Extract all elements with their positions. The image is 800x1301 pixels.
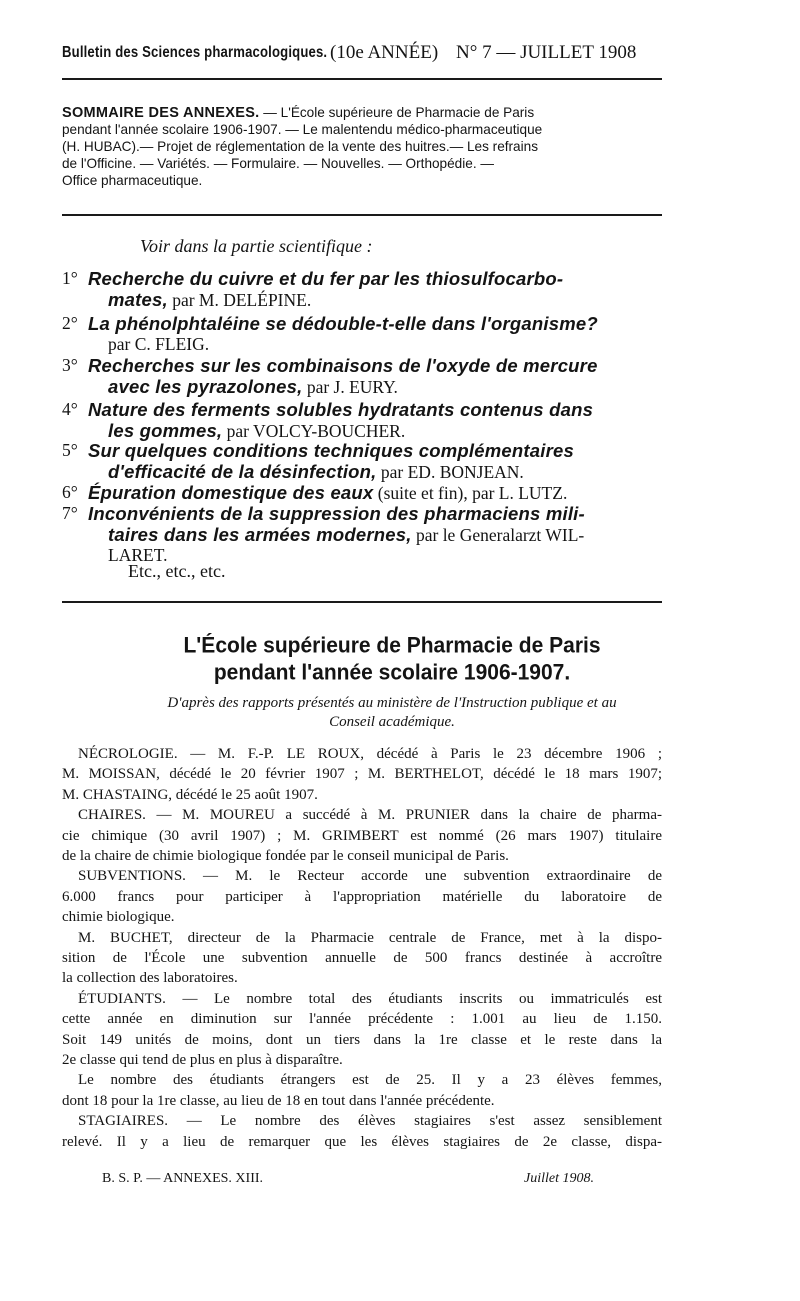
article-line: STAGIAIRES. — Le nombre des élèves stagiaires s'est assez sensiblement [78, 1113, 662, 1130]
toc-title: mates, [108, 289, 168, 310]
article-line: de la chaire de chimie biologique fondée par le conseil municipal de Paris. [62, 848, 509, 864]
article-line: relevé. Il y a lieu de remarquer que les élèves stagiaires de 2e classe, dispa- [62, 1133, 662, 1150]
toc-title: taires dans les armées modernes, [108, 524, 412, 545]
journal-title: Bulletin des Sciences pharmacologiques. [62, 44, 328, 61]
journal-issue: N° 7 — JUILLET 1908 [456, 42, 637, 63]
toc-number: 1° [62, 268, 78, 288]
article-line: Le nombre des étudiants étrangers est de 25. Il y a 23 élèves femmes, [78, 1072, 662, 1089]
toc-line [108, 461, 524, 483]
voir-heading: Voir dans la partie scientifique : [140, 236, 373, 256]
sommaire-rule [62, 214, 662, 216]
article-line: sition de l'École une subvention annuelle de 500 francs destinée à accroître [62, 950, 662, 966]
article-line: Soit 149 unités de moins, dont un tiers dans la 1re classe et le reste dans la [62, 1031, 662, 1048]
toc-line [108, 289, 311, 311]
etc-line: Etc., etc., etc. [128, 561, 226, 581]
toc-line [88, 355, 598, 377]
toc-title: Sur quelques conditions techniques complémentaires [88, 440, 574, 461]
article-line: cie chimique (30 avril 1907) ; M. GRIMBERT est nommé (26 mars 1907) titulaire [62, 827, 662, 844]
article-line: SUBVENTIONS. — M. le Recteur accorde une subvention extraordinaire de [78, 868, 662, 885]
article-line: M. CHASTAING, décédé le 25 août 1907. [62, 786, 318, 803]
toc-author: par M. DELÉPINE. [167, 290, 312, 310]
toc-title: Nature des ferments solubles hydratants contenus dans [88, 399, 594, 420]
sommaire-line-3: (H. HUBAC).— Projet de réglementation de la vente des huitres.— Les refrains [62, 139, 538, 154]
article-subtitle-line-2: Conseil académique. [329, 714, 455, 730]
article-line: 6.000 francs pour participer à l'appropriation matérielle du laboratoire de [62, 888, 662, 905]
toc-rule [62, 601, 662, 603]
toc-number: 5° [62, 440, 78, 460]
toc-line [88, 503, 585, 525]
toc-title: d'efficacité de la désinfection, [108, 461, 377, 482]
toc-line [108, 524, 584, 546]
toc-number: 2° [62, 313, 78, 333]
article-line: chimie biologique. [62, 909, 175, 926]
toc-number: 3° [62, 355, 78, 375]
toc-title: Inconvénients de la suppression des pharmaciens mili- [88, 503, 585, 524]
toc-number: 7° [62, 503, 78, 523]
toc-line [108, 420, 405, 442]
toc-author: par ED. BONJEAN. [376, 462, 524, 482]
article-line: 2e classe qui tend de plus en plus à disparaître. [62, 1052, 343, 1068]
sommaire-line-2: pendant l'année scolaire 1906-1907. — Le malentendu médico-pharmaceutique [62, 122, 543, 137]
toc-title: avec les pyrazolones, [108, 376, 303, 397]
toc-title: La phénolphtaléine se dédouble-t-elle dans l'organisme? [88, 313, 598, 334]
toc-author: (suite et fin), par L. LUTZ. [373, 483, 568, 503]
toc-author: par C. FLEIG. [108, 334, 210, 354]
header-rule [62, 78, 662, 80]
toc-author: LARET. [108, 545, 168, 565]
toc-line [88, 440, 574, 462]
toc-author: par J. EURY. [302, 377, 398, 397]
toc-line [108, 376, 398, 398]
toc-title: Recherches sur les combinaisons de l'oxyde de mercure [88, 355, 598, 376]
sommaire-label: SOMMAIRE DES ANNEXES. [62, 105, 260, 121]
toc-title: Recherche du cuivre et du fer par les thiosulfocarbo- [88, 268, 564, 289]
article-title-line-2: pendant l'année scolaire 1906-1907. [213, 660, 571, 685]
sommaire-line-5: Office pharmaceutique. [62, 173, 203, 188]
sommaire-text-1: — L'École supérieure de Pharmacie de Paris [259, 105, 535, 120]
toc-author: par le Generalarzt WIL- [411, 525, 585, 545]
toc-line [88, 268, 563, 290]
article-subtitle-line-1: D'après des rapports présentés au ministère de l'Instruction publique et au [167, 695, 617, 711]
footer-left: B. S. P. — ANNEXES. XIII. [102, 1171, 264, 1186]
article-line: M. BUCHET, directeur de la Pharmacie centrale de France, met à la dispo- [78, 929, 662, 946]
article-line: dont 18 pour la 1re classe, au lieu de 18 en tout dans l'année précédente. [62, 1092, 495, 1109]
toc-line [88, 482, 567, 504]
journal-year: (10e ANNÉE) [330, 42, 439, 63]
toc-line [88, 399, 593, 421]
toc-line [108, 334, 209, 355]
toc-line [88, 313, 598, 335]
article-line: la collection des laboratoires. [62, 970, 238, 987]
toc-number: 6° [62, 482, 78, 502]
toc-number: 4° [62, 399, 78, 419]
footer-right: Juillet 1908. [524, 1171, 594, 1186]
sommaire-line-1 [62, 104, 534, 122]
article-title-line-1: L'École supérieure de Pharmacie de Paris [183, 633, 601, 658]
article-line: cette année en diminution sur l'année précédente : 1.001 au lieu de 1.150. [62, 1011, 662, 1028]
sommaire-line-4: de l'Officine. — Variétés. — Formulaire. — Nouvelles. — Orthopédie. — [62, 156, 494, 171]
article-line: NÉCROLOGIE. — M. F.-P. LE ROUX, décédé à Paris le 23 décembre 1906 ; [78, 746, 662, 762]
article-line: M. MOISSAN, décédé le 20 février 1907 ; M. BERTHELOT, décédé le 18 mars 1907; [62, 766, 662, 783]
article-line: ÉTUDIANTS. — Le nombre total des étudiants inscrits ou immatriculés est [78, 990, 662, 1007]
toc-title: les gommes, [108, 420, 223, 441]
toc-author: par VOLCY-BOUCHER. [222, 421, 406, 441]
article-line: CHAIRES. — M. MOUREU a succédé à M. PRUNIER dans la chaire de pharma- [78, 807, 662, 824]
toc-title: Épuration domestique des eaux [88, 482, 374, 503]
